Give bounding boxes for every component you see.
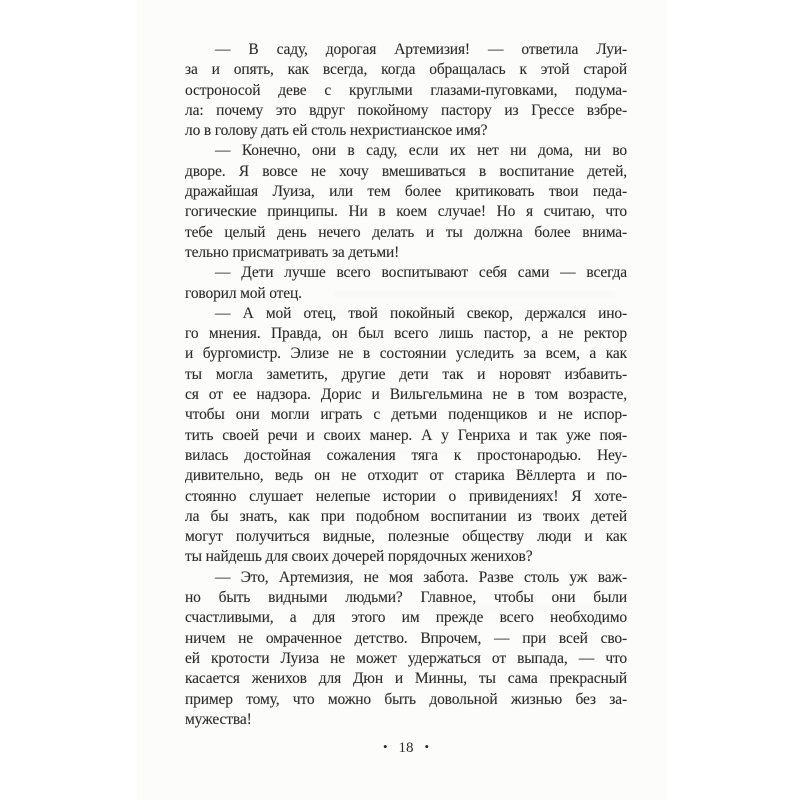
text-line: за и опять, как всегда, когда обращалась к этой старой (185, 61, 627, 79)
text-line: — В саду, дорогая Артемизия! — ответила Луи- (215, 41, 627, 58)
page-number (185, 740, 627, 756)
text-line: счастливыми, а для этого им прежде всего необходимо (185, 609, 627, 627)
text-line: касается женихов для Дюн и Минны, ты сама прекрасный (185, 670, 627, 688)
text-line: го мнения. Правда, он был всего лишь пастор, а не ректор (185, 325, 627, 343)
paragraph (185, 304, 627, 568)
text-line: стоянно слушает нелепые истории о привидениях! Я хоте- (185, 487, 627, 505)
text-line: ла бы знать, как при подобном воспитании из твоих детей (185, 507, 627, 525)
text-line: говорил мой отец. (185, 284, 302, 302)
text-line: ла: почему это вдруг покойному пастору из Грессе взбре- (185, 101, 627, 119)
text-line: чтобы они могли играть с детьми поденщиков и не испор- (185, 406, 627, 424)
text-line: тить своей речи и своих манер. А у Генриха и так уже поя- (185, 426, 627, 444)
text-line: тебе целый день нечего делать и ты должна более внима- (185, 223, 627, 241)
text-line: остроносой деве с круглыми глазами-пуговками, подума- (185, 81, 627, 99)
text-line: тельно присматривать за детьми! (185, 243, 400, 261)
text-line: дворе. Я вовсе не хочу вмешиваться в воспитание детей, (185, 162, 627, 180)
text-line: дивительно, ведь он не отходит от старика Вёллерта и по- (185, 467, 627, 485)
text-line: мужества! (185, 710, 252, 728)
text-line: ничем не омраченное детство. Впрочем, — при всей сво- (185, 629, 627, 647)
text-line: ся от ее надзора. Дорис и Вильгельмина не в том возрасте, (185, 386, 627, 404)
text-line: — А мой отец, твой покойный свекор, держался ино- (215, 304, 627, 322)
text-line: ты могла заметить, другие дети так и норовят избавить- (185, 365, 627, 383)
paragraph (185, 141, 627, 263)
text-line: ей кротости Луиза не может удержаться от выпада, — что (185, 649, 627, 667)
text-line: но быть видными людьми? Главное, чтобы они были (185, 589, 627, 607)
text-line: — Конечно, они в саду, если их нет ни дома, ни во (215, 142, 627, 160)
page-text-block (185, 40, 627, 730)
paragraph (185, 40, 627, 141)
text-line: могут получиться видные, полезные обществу люди и как (185, 528, 627, 546)
text-line: пример тому, что можно быть довольной жизнью без за- (185, 690, 627, 708)
paragraph (185, 568, 627, 730)
text-line: ло в голову дать ей столь нехристианское имя? (185, 122, 488, 140)
text-line: — Дети лучше всего воспитывают себя сами — всегда (215, 264, 627, 282)
bullet-ornament-left-icon: • (382, 739, 388, 754)
text-line: — Это, Артемизия, не моя забота. Разве столь уж важ- (215, 568, 627, 586)
text-line: вилась достойная сожаления тяга к простонародью. Неу- (185, 446, 627, 464)
text-line: и бургомистр. Элизе не в состоянии уследить за всем, а как (185, 345, 627, 363)
page-number-value: 18 (398, 740, 414, 756)
bullet-ornament-right-icon: • (424, 739, 430, 754)
text-line: дражайшая Луиза, или тем более критиковать твои педа- (185, 183, 627, 201)
text-line: ты найдешь для своих дочерей порядочных женихов? (185, 548, 533, 566)
text-line: гогические принципы. Ни в коем случае! Но я считаю, что (185, 203, 627, 221)
paragraph (185, 263, 627, 304)
